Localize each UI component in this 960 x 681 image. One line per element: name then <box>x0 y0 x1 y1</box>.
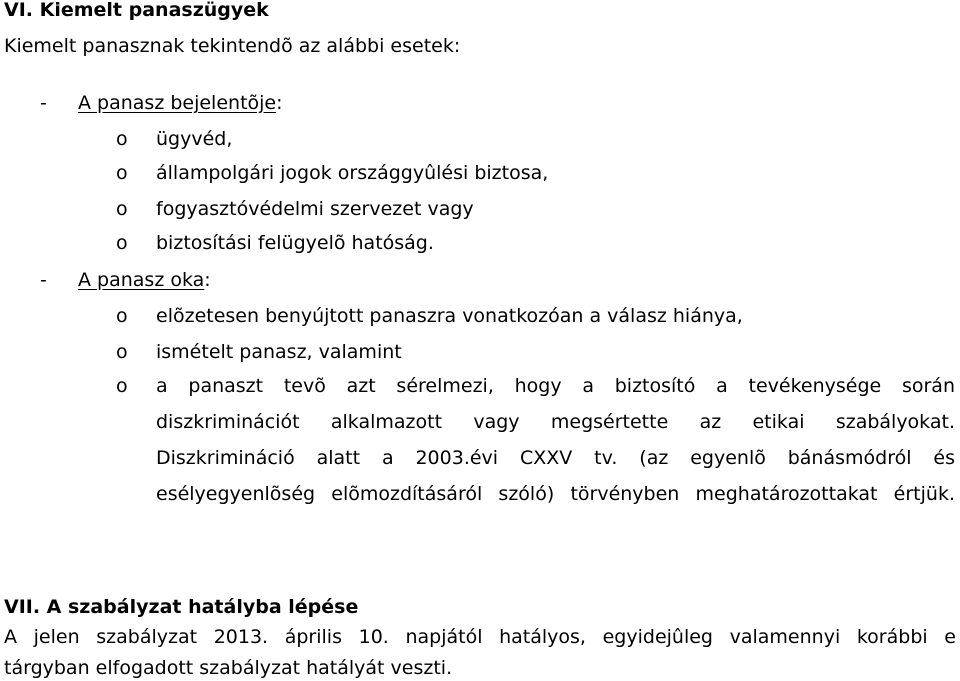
dash-marker: - <box>40 92 47 114</box>
bullet-marker: o <box>116 232 128 254</box>
bullet-marker: o <box>116 128 128 150</box>
section-7-title: VII. A szabályzat hatályba lépése <box>4 596 359 618</box>
list-item-text: biztosítási felügyelõ hatóság. <box>156 232 434 254</box>
bullet-marker: o <box>116 375 128 397</box>
list-item-text: állampolgári jogok országgyûlési biztosa, <box>156 162 549 184</box>
section-7-line-1: A jelen szabályzat 2013. április 10. napjától hatályos, egyidejûleg valamennyi korábbi e <box>4 626 956 648</box>
bullet-marker: o <box>116 162 128 184</box>
dash-marker: - <box>40 269 47 291</box>
group-label-reason: A panasz oka: <box>78 269 211 291</box>
bullet-marker: o <box>116 341 128 363</box>
list-item-text: fogyasztóvédelmi szervezet vagy <box>156 198 474 220</box>
section-7-line-2: tárgyban elfogadott szabályzat hatályát veszti. <box>4 657 453 679</box>
long-item-line-3: Diszkrimináció alatt a 2003.évi CXXV tv. (az egyenlõ bánásmódról és <box>156 447 955 469</box>
long-item-line-1: a panaszt tevõ azt sérelmezi, hogy a biztosító a tevékenysége során <box>156 375 955 397</box>
long-item-line-4: esélyegyenlõség elõmozdításáról szóló) törvényben meghatározottakat értjük. <box>156 483 955 505</box>
list-item-text: elõzetesen benyújtott panaszra vonatkozóan a válasz hiánya, <box>156 305 743 327</box>
bullet-marker: o <box>116 198 128 220</box>
bullet-marker: o <box>116 305 128 327</box>
group-label-reporter: A panasz bejelentõje: <box>78 92 283 114</box>
section-6-title: VI. Kiemelt panaszügyek <box>4 0 269 21</box>
long-item-line-2: diszkriminációt alkalmazott vagy megsértette az etikai szabályokat. <box>156 411 955 433</box>
list-item-text: ismételt panasz, valamint <box>156 341 402 363</box>
list-item-text: ügyvéd, <box>156 128 233 150</box>
section-6-intro: Kiemelt panasznak tekintendõ az alábbi esetek: <box>4 35 461 57</box>
